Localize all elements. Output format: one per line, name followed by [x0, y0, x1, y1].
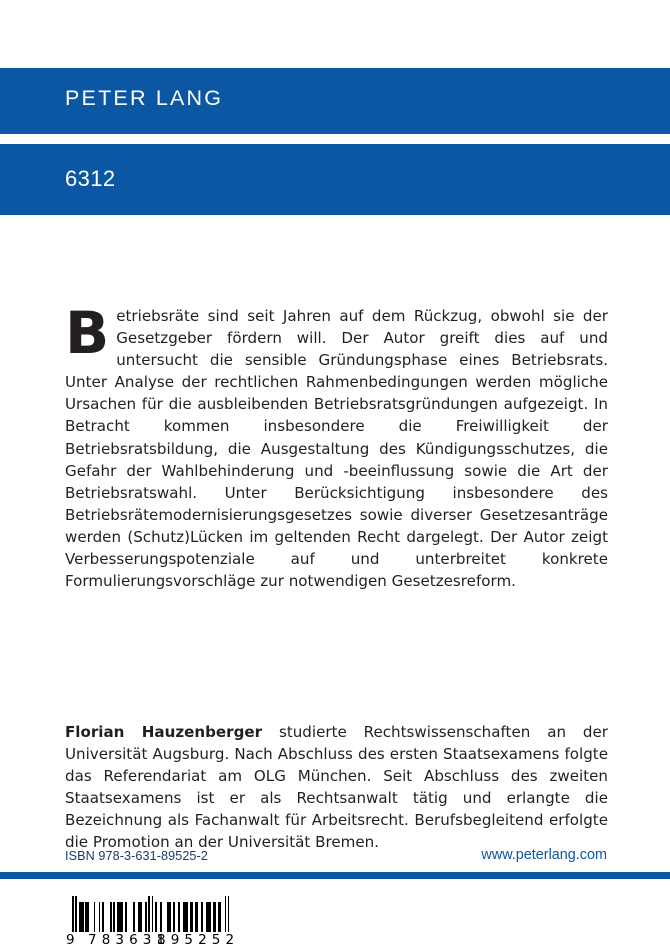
barcode-digits: [66, 932, 240, 948]
author-name: Florian Hauzenberger: [65, 723, 263, 741]
book-description: [65, 299, 608, 592]
publisher-website-link[interactable]: www.peterlang.com: [481, 847, 607, 863]
book-description-text: etriebsräte sind seit Jahren auf dem Rückzug, obwohl sie der Gesetzgeber fördern will. Der Autor greift dies auf und untersucht die sensible Gründungsphase eines Betriebsrats. Unter Analyse der rechtlichen Rahmenbedingungen werden mögliche Ursachen für die ausbleibenden Betriebsratsgründungen aufgezeigt. In Betracht kommen insbesondere die Freiwilligkeit der Betriebsratsbildung, die Ausgestaltung des Kündigungsschutzes, die Gefahr der Wahlbehinderung und -beeinflussung sowie die Art der Betriebsratswahl. Unter Berücksichtigung insbesondere des Betriebsrätemodernisierungsgesetzes sowie diverser Gesetzesanträge werden (Schutz)Lücken im geltenden Recht dargelegt. Der Autor zeigt Verbesserungspotenziale auf und unterbreitet konkrete Formulierungsvorschläge zur notwendigen Gesetzesreform.: [65, 307, 608, 591]
drop-cap-letter: B: [65, 299, 110, 367]
author-biography-text: studierte Rechtswissenschaften an der Universität Augsburg. Nach Abschluss des ersten Staatsexamens folgte das Referendariat am OLG München. Seit Abschluss des zweiten Staatsexamens ist er als Rechtsanwalt tätig und erlangte die Bezeichnung als Fachanwalt für Arbeitsrecht. Berufsbegleitend erfolgte die Promotion an der Universität Bremen.: [65, 723, 608, 852]
barcode-left-group: 783631: [88, 932, 171, 948]
series-number: 6312: [65, 166, 116, 191]
barcode-bars: [72, 896, 230, 932]
isbn-barcode: [66, 896, 240, 948]
publisher-name: PETER LANG: [65, 86, 224, 110]
footer-divider-rule: [0, 872, 670, 879]
barcode-right-group: 895252: [157, 932, 240, 948]
barcode-lead-digit: 9: [66, 932, 75, 948]
isbn-number: ISBN 978-3-631-89525-2: [65, 849, 208, 863]
author-biography: [65, 721, 608, 854]
